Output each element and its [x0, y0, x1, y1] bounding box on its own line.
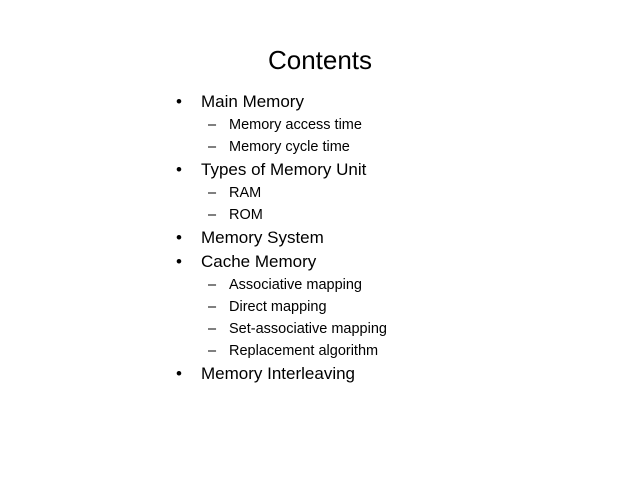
sub-item — [172, 274, 612, 296]
sub-item — [172, 136, 612, 158]
dash-icon: – — [208, 207, 217, 223]
slide-title: Contents — [267, 45, 373, 75]
list-item-label: Memory System — [201, 228, 324, 247]
dash-icon: – — [208, 185, 217, 201]
list-item-label: Types of Memory Unit — [201, 160, 367, 179]
sub-item-label: ROM — [229, 207, 263, 223]
dash-icon: – — [208, 299, 217, 315]
sub-item — [172, 114, 612, 136]
bullet-icon: • — [176, 228, 182, 247]
list-item-label: Cache Memory — [201, 252, 317, 271]
sub-item — [172, 318, 612, 340]
sub-item-label: Associative mapping — [229, 277, 362, 293]
sub-item-label: Set-associative mapping — [229, 321, 387, 337]
sub-item — [172, 296, 612, 318]
bullet-icon: • — [176, 160, 182, 179]
list-item-types-of-memory-unit — [172, 158, 612, 182]
list-item-memory-system — [172, 226, 612, 250]
list-item-memory-interleaving — [172, 362, 612, 386]
list-item-main-memory — [172, 90, 612, 114]
sub-item-label: Direct mapping — [229, 299, 327, 315]
sub-item-label: Memory cycle time — [229, 139, 350, 155]
sub-item — [172, 340, 612, 362]
contents-list — [172, 90, 612, 386]
list-item-cache-memory — [172, 250, 612, 274]
sub-item-label: Memory access time — [229, 117, 362, 133]
dash-icon: – — [208, 139, 217, 155]
dash-icon: – — [208, 343, 217, 359]
sub-item — [172, 204, 612, 226]
sub-item-label: RAM — [229, 185, 262, 201]
dash-icon: – — [208, 277, 217, 293]
bullet-icon: • — [176, 92, 182, 111]
dash-icon: – — [208, 117, 217, 133]
bullet-icon: • — [176, 364, 182, 383]
dash-icon: – — [208, 321, 217, 337]
list-item-label: Main Memory — [201, 92, 304, 111]
sub-item-label: Replacement algorithm — [229, 343, 379, 359]
sub-item — [172, 182, 612, 204]
list-item-label: Memory Interleaving — [201, 364, 356, 383]
bullet-icon: • — [176, 252, 182, 271]
